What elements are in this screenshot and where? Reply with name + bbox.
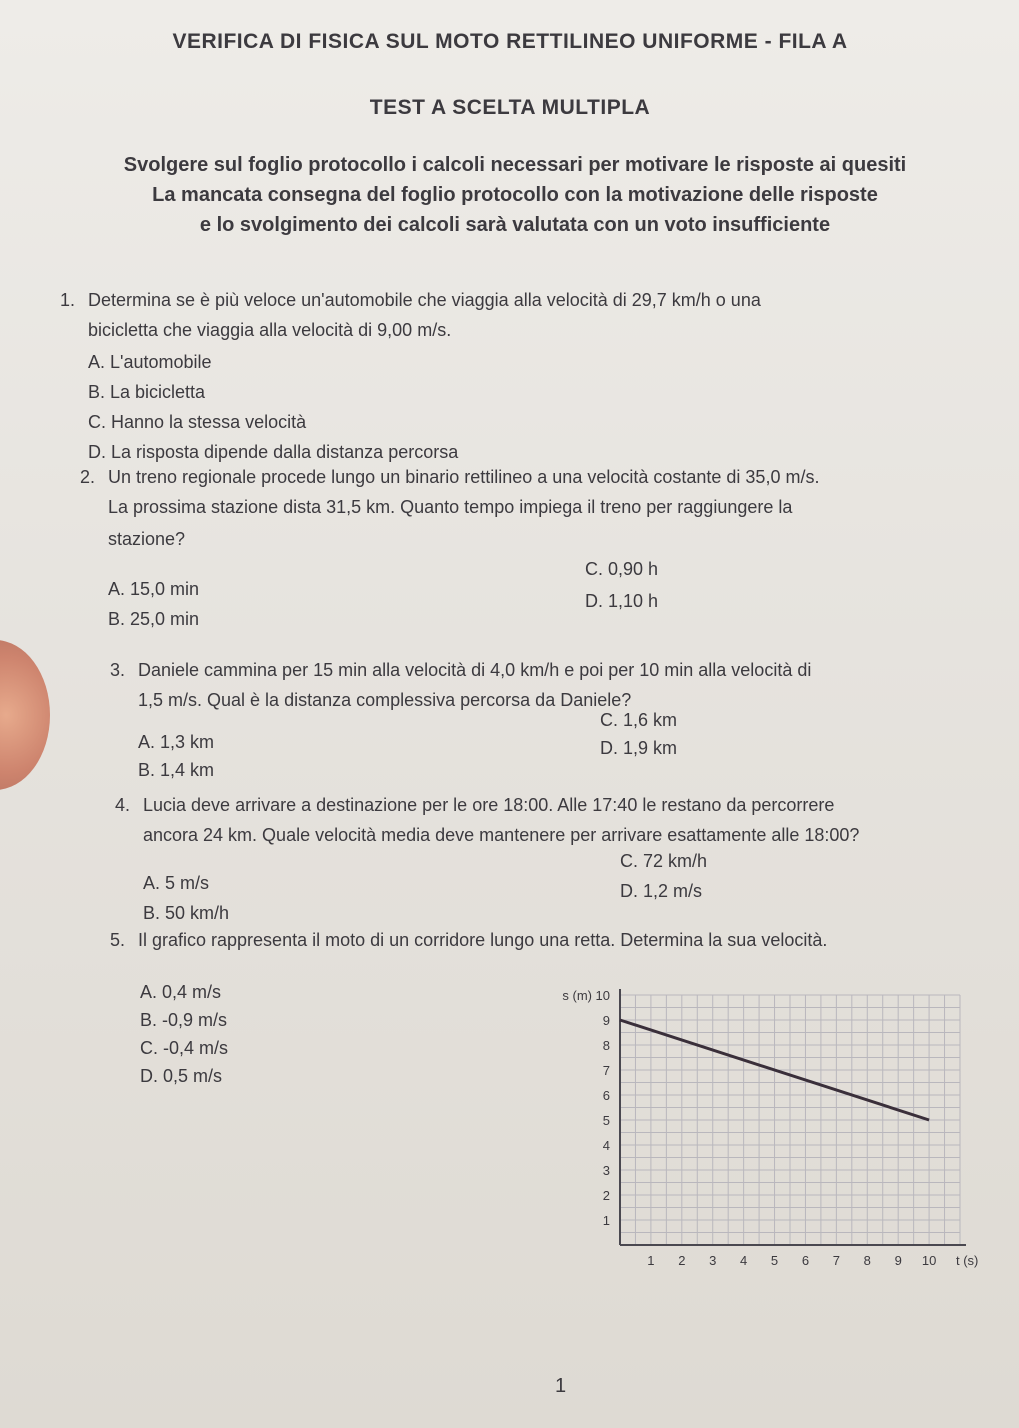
x-tick-label: 8 [863, 1253, 871, 1268]
instruction-line: Svolgere sul foglio protocollo i calcoli necessari per motivare le risposte ai quesiti [123, 154, 907, 176]
x-tick-label: 1 [647, 1253, 655, 1268]
option-c[interactable]: C. 0,90 h [585, 559, 659, 579]
question-1 [60, 285, 960, 475]
question-text-line: ancora 24 km. Quale velocità media deve mantenere per arrivare esattamente alle 18:00? [143, 825, 860, 845]
question-number: 3. [110, 660, 126, 680]
question-4 [115, 790, 995, 923]
x-tick-label: 10 [921, 1253, 937, 1268]
option-a[interactable]: A. 1,3 km [138, 732, 215, 752]
page-number: 1 [555, 1375, 567, 1397]
y-tick-label: 8 [602, 1038, 610, 1053]
question-text-line: bicicletta che viaggia alla velocità di 9,00 m/s. [88, 320, 452, 340]
option-b[interactable]: B. 50 km/h [143, 903, 230, 923]
option-b[interactable]: B. 25,0 min [108, 609, 200, 629]
option-d[interactable]: D. 1,2 m/s [620, 881, 703, 901]
option-a[interactable]: A. 15,0 min [108, 579, 200, 599]
instruction-line: e lo svolgimento dei calcoli sarà valutata con un voto insufficiente [199, 214, 831, 236]
option-a[interactable]: A. 5 m/s [143, 873, 210, 893]
instructions [95, 150, 935, 240]
position-time-graph [545, 975, 990, 1295]
option-c[interactable]: C. -0,4 m/s [140, 1038, 229, 1058]
question-text-line: stazione? [108, 529, 186, 549]
option-c[interactable]: C. 72 km/h [620, 851, 708, 871]
option-c[interactable]: C. Hanno la stessa velocità [88, 412, 307, 432]
question-text-line: Lucia deve arrivare a destinazione per le ore 18:00. Alle 17:40 le restano da percorrere [143, 795, 835, 815]
y-tick-label: 4 [602, 1138, 610, 1153]
option-d[interactable]: D. La risposta dipende dalla distanza percorsa [88, 442, 459, 462]
question-2 [80, 462, 960, 642]
question-text-line: Daniele cammina per 15 min alla velocità di 4,0 km/h e poi per 10 min alla velocità di [138, 660, 812, 680]
option-d[interactable]: D. 1,9 km [600, 738, 678, 758]
question-number: 2. [80, 467, 96, 487]
x-tick-label: 7 [832, 1253, 840, 1268]
x-tick-label: 6 [801, 1253, 810, 1268]
y-tick-label: 3 [602, 1163, 610, 1178]
option-b[interactable]: B. -0,9 m/s [140, 1010, 228, 1030]
page-subtitle: TEST A SCELTA MULTIPLA [369, 96, 651, 119]
question-text-line: Il grafico rappresenta il moto di un corridore lungo una retta. Determina la sua velocità. [138, 930, 828, 950]
instruction-line: La mancata consegna del foglio protocollo con la motivazione delle risposte [152, 184, 878, 206]
option-c[interactable]: C. 1,6 km [600, 710, 678, 730]
y-tick-label: 2 [602, 1188, 610, 1203]
option-b[interactable]: B. La bicicletta [88, 382, 206, 402]
question-text-line: La prossima stazione dista 31,5 km. Quanto tempo impiega il treno per raggiungere la [108, 497, 793, 517]
question-3 [110, 655, 970, 785]
option-a[interactable]: A. 0,4 m/s [140, 982, 222, 1002]
x-tick-label: 2 [678, 1253, 686, 1268]
option-a[interactable]: A. L'automobile [88, 352, 212, 372]
question-text-line: Un treno regionale procede lungo un binario rettilineo a una velocità costante di 35,0 m/s. [108, 467, 820, 487]
x-tick-label: 9 [894, 1253, 902, 1268]
x-tick-label: 5 [770, 1253, 779, 1268]
question-number: 5. [110, 930, 126, 950]
y-tick-label: 7 [602, 1063, 610, 1078]
y-tick-label: 10 [595, 988, 610, 1003]
y-axis-label: s (m) [562, 988, 592, 1003]
y-tick-label: 9 [602, 1013, 610, 1028]
question-text-line: 1,5 m/s. Qual è la distanza complessiva percorsa da Daniele? [138, 690, 632, 710]
question-text-line: Determina se è più veloce un'automobile che viaggia alla velocità di 29,7 km/h o una [88, 290, 761, 310]
y-tick-label: 6 [602, 1088, 610, 1103]
question-number: 4. [115, 795, 131, 815]
x-tick-label: 3 [709, 1253, 717, 1268]
question-number: 1. [60, 290, 76, 310]
x-tick-label: 4 [740, 1253, 748, 1268]
option-d[interactable]: D. 0,5 m/s [140, 1066, 223, 1086]
page-title: VERIFICA DI FISICA SUL MOTO RETTILINEO UNIFORME - FILA A [172, 30, 848, 53]
y-tick-label: 1 [602, 1213, 610, 1228]
option-d[interactable]: D. 1,10 h [585, 591, 659, 611]
x-axis-label: t (s) [956, 1253, 979, 1268]
y-tick-label: 5 [602, 1113, 610, 1128]
option-b[interactable]: B. 1,4 km [138, 760, 215, 780]
